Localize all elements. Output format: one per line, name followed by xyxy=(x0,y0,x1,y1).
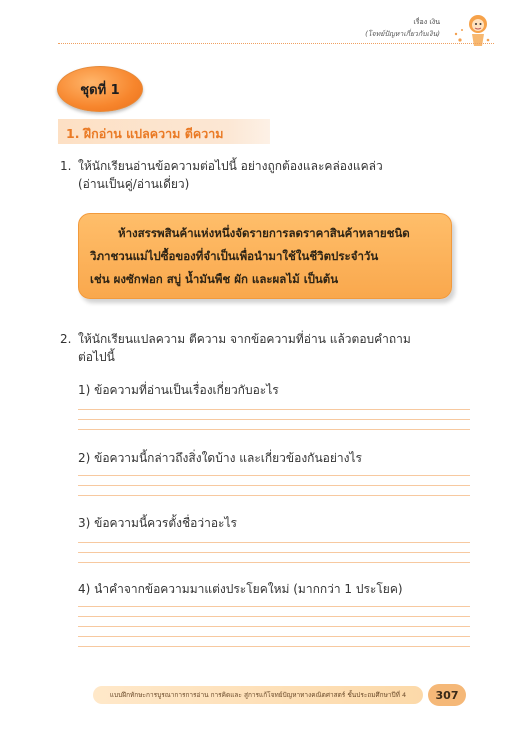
question-2 xyxy=(60,330,472,366)
set-badge-label: ชุดที่ 1 xyxy=(80,82,120,98)
question-2-number: 2. xyxy=(60,332,72,346)
question-1-number: 1. xyxy=(60,159,72,173)
answer-lines-3[interactable] xyxy=(78,542,470,572)
set-badge xyxy=(57,66,143,112)
question-2-line-2: ต่อไปนี้ xyxy=(78,350,115,364)
reading-passage-line-3: เช่น ผงซักฟอก สบู่ น้ำมันพืช ผัก และผลไม้ เป็นต้น xyxy=(90,272,339,286)
reading-passage-line-1: ห้างสรรพสินค้าแห่งหนึ่งจัดรายการลดราคาสินค้าหลายชนิด xyxy=(118,226,410,240)
sub-question-1: 1) ข้อความที่อ่านเป็นเรื่องเกี่ยวกับอะไร xyxy=(78,383,279,397)
section-title: 1. ฝึกอ่าน แปลความ ตีความ xyxy=(66,126,224,141)
sub-question-2: 2) ข้อความนี้กล่าวถึงสิ่งใดบ้าง และเกี่ยวข้องกันอย่างไร xyxy=(78,451,362,465)
header-divider xyxy=(58,43,494,44)
question-1-line-2: (อ่านเป็นคู่/อ่านเดี่ยว) xyxy=(78,177,190,191)
footer-banner xyxy=(93,686,423,704)
header-topic: เรื่อง เงิน xyxy=(413,18,440,26)
question-2-line-1: ให้นักเรียนแปลความ ตีความ จากข้อความที่อ่าน แล้วตอบคำถาม xyxy=(78,332,411,346)
question-1-line-1: ให้นักเรียนอ่านข้อความต่อไปนี้ อย่างถูกต้องและคล่องแคล่ว xyxy=(78,159,383,173)
reading-passage-line-2: วิภาชวนแม่ไปซื้อของที่จำเป็นเพื่อนำมาใช้ในชีวิตประจำวัน xyxy=(90,249,379,263)
question-1 xyxy=(60,157,472,193)
page-number: 307 xyxy=(428,684,466,706)
sub-question-3: 3) ข้อความนี้ควรตั้งชื่อว่าอะไร xyxy=(78,516,237,530)
answer-lines-1[interactable] xyxy=(78,409,470,439)
footer-text: แบบฝึกทักษะการบูรณาการการอ่าน การคิดและ สู่การแก้โจทย์ปัญหาทางคณิตศาสตร์ ชั้นประถมศึกษาปีที่ 4 xyxy=(109,691,407,699)
sub-question-4: 4) นำคำจากข้อความมาแต่งประโยคใหม่ (มากกว่า 1 ประโยค) xyxy=(78,582,403,596)
answer-lines-4[interactable] xyxy=(78,606,470,656)
answer-lines-2[interactable] xyxy=(78,475,470,505)
header-subtitle: (โจทย์ปัญหาเกี่ยวกับเงิน) xyxy=(365,30,440,38)
